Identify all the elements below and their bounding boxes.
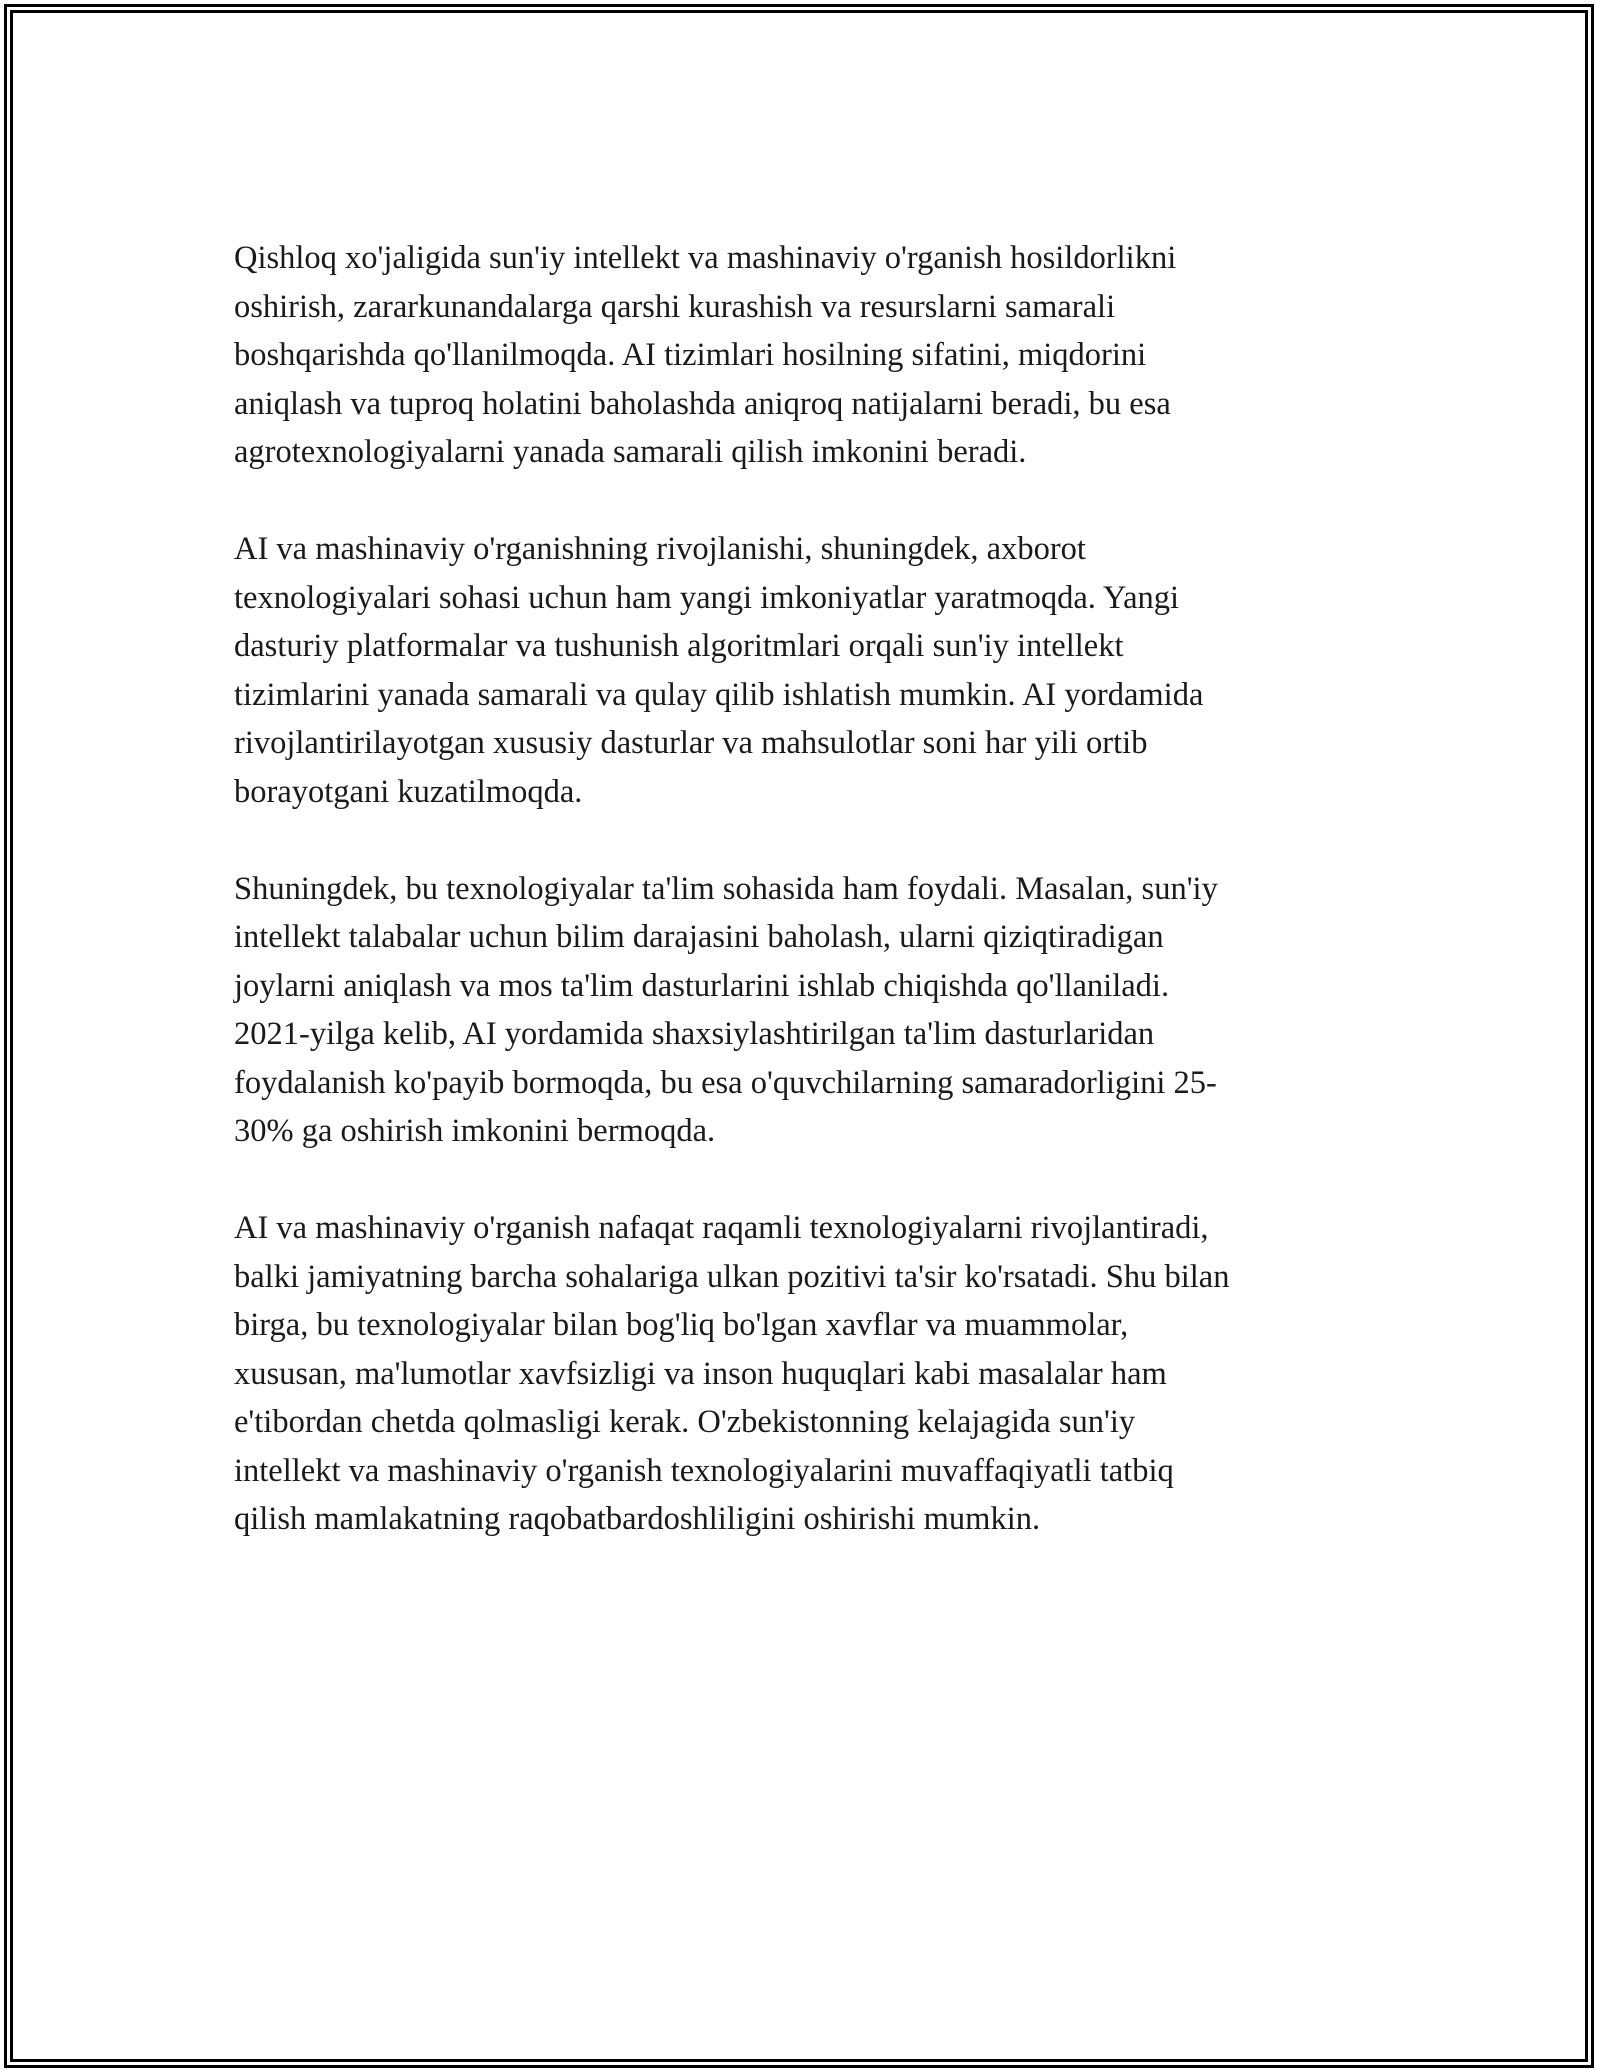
- text-line: balki jamiyatning barcha sohalariga ulkan pozitivi ta'sir ko'rsatadi. Shu bilan: [234, 1258, 1230, 1295]
- text-line: intellekt talabalar uchun bilim darajasini baholash, ularni qiziqtiradigan: [234, 919, 1164, 955]
- text-line: Qishloq xo'jaligida sun'iy intellekt va mashinaviy o'rganish hosildorlikni: [234, 240, 1177, 276]
- text-line: foydalanish ko'payib bormoqda, bu esa o'quvchilarning samaradorligini 25-: [234, 1064, 1217, 1101]
- paragraph-agriculture: [234, 234, 1374, 477]
- text-line: Shuningdek, bu texnologiyalar ta'lim sohasida ham foydali. Masalan, sun'iy: [234, 870, 1218, 907]
- text-line: joylarni aniqlash va mos ta'lim dasturlarini ishlab chiqishda qo'llaniladi.: [234, 967, 1170, 1004]
- text-line: aniqlash va tuproq holatini baholashda aniqroq natijalarni beradi, bu esa: [234, 385, 1171, 422]
- text-line: qilish mamlakatning raqobatbardoshliligini oshirishi mumkin.: [234, 1501, 1041, 1537]
- text-line: boshqarishda qo'llanilmoqda. AI tizimlari hosilning sifatini, miqdorini: [234, 337, 1147, 373]
- text-line: rivojlantirilayotgan xususiy dasturlar va mahsulotlar soni har yili ortib: [234, 725, 1148, 761]
- text-line: AI va mashinaviy o'rganish nafaqat raqamli texnologiyalarni rivojlantiradi,: [234, 1210, 1209, 1246]
- text-line: agrotexnologiyalarni yanada samarali qilish imkonini beradi.: [234, 434, 1027, 470]
- text-line: tizimlarini yanada samarali va qulay qilib ishlatish mumkin. AI yordamida: [234, 676, 1204, 713]
- text-line: AI va mashinaviy o'rganishning rivojlanishi, shuningdek, axborot: [234, 531, 1086, 567]
- text-line: birga, bu texnologiyalar bilan bog'liq bo'lgan xavflar va muammolar,: [234, 1307, 1129, 1343]
- text-line: borayotgani kuzatilmoqda.: [234, 773, 583, 810]
- text-line: dasturiy platformalar va tushunish algoritmlari orqali sun'iy intellekt: [234, 628, 1124, 664]
- paragraph-it-sector: [234, 525, 1374, 816]
- text-line: xususan, ma'lumotlar xavfsizligi va inson huquqlari kabi masalalar ham: [234, 1355, 1167, 1392]
- text-line: e'tibordan chetda qolmasligi kerak. O'zbekistonning kelajagida sun'iy: [234, 1404, 1136, 1440]
- text-line: texnologiyalari sohasi uchun ham yangi imkoniyatlar yaratmoqda. Yangi: [234, 579, 1180, 616]
- text-line: oshirish, zararkunandalarga qarshi kurashish va resurslarni samarali: [234, 288, 1116, 325]
- text-line: 2021-yilga kelib, AI yordamida shaxsiylashtirilgan ta'lim dasturlaridan: [234, 1016, 1155, 1052]
- paragraph-society: [234, 1204, 1374, 1544]
- paragraph-education: [234, 865, 1374, 1156]
- text-line: 30% ga oshirish imkonini bermoqda.: [234, 1113, 716, 1149]
- text-line: intellekt va mashinaviy o'rganish texnologiyalarini muvaffaqiyatli tatbiq: [234, 1452, 1174, 1489]
- document-body: [234, 234, 1374, 1592]
